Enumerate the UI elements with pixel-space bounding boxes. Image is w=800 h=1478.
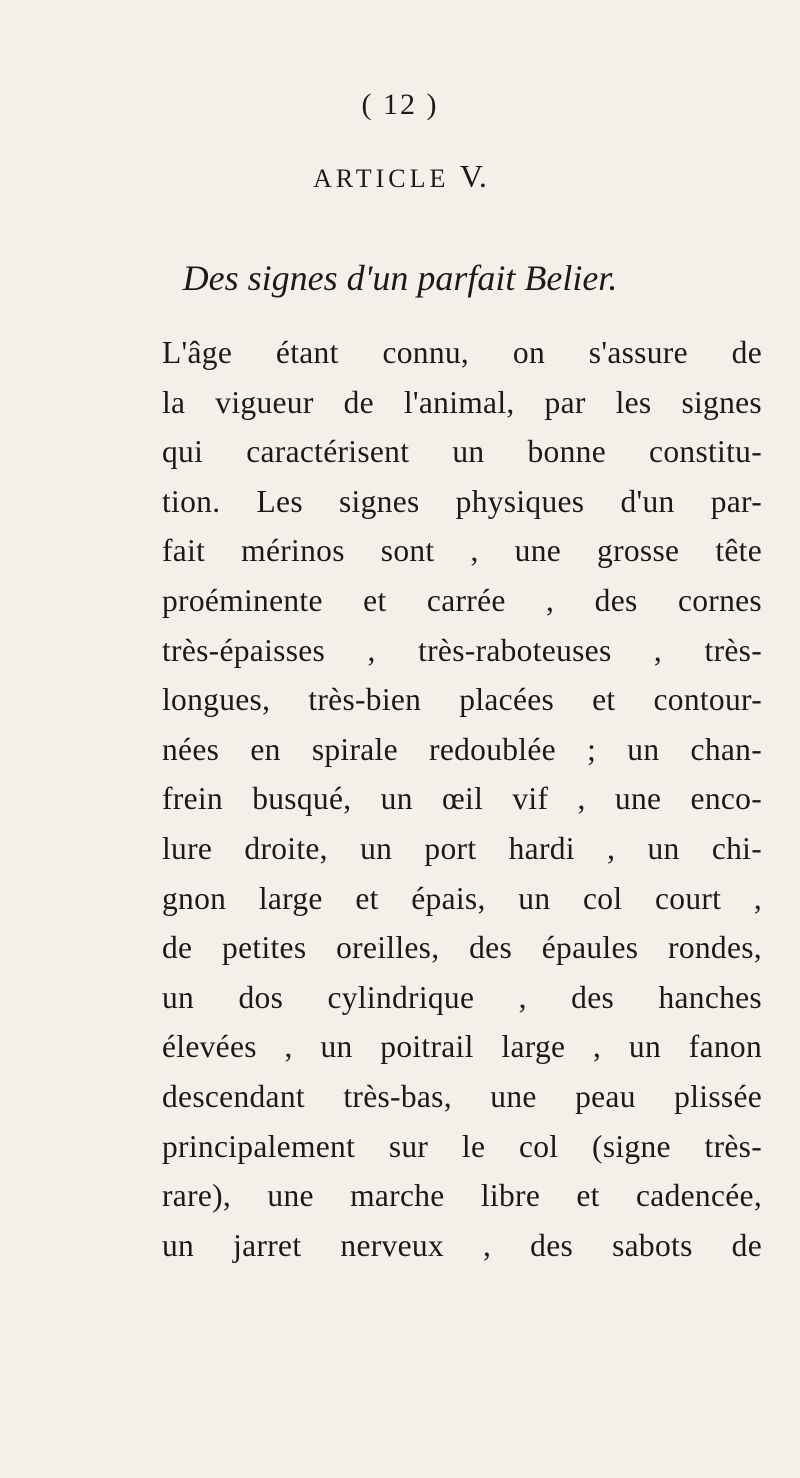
text-line: longues, très-bien placées et contour- bbox=[162, 682, 762, 718]
text-line: descendant très-bas, une peau plissée bbox=[162, 1078, 762, 1114]
text-line: élevées , un poitrail large , un fanon bbox=[162, 1029, 762, 1065]
text-line: principalement sur le col (signe très- bbox=[162, 1128, 762, 1164]
text-line: nées en spirale redoublée ; un chan- bbox=[162, 731, 762, 767]
section-title: Des signes d'un parfait Belier. bbox=[182, 258, 618, 298]
text-line: un jarret nerveux , des sabots de bbox=[162, 1227, 762, 1263]
text-line: rare), une marche libre et cadencée, bbox=[162, 1178, 762, 1214]
text-line: gnon large et épais, un col court , bbox=[162, 880, 762, 916]
text-line: proéminente et carrée , des cornes bbox=[162, 582, 762, 618]
text-line: très-épaisses , très-raboteuses , très- bbox=[162, 632, 762, 668]
text-line: de petites oreilles, des épaules rondes, bbox=[162, 930, 762, 966]
text-line: un dos cylindrique , des hanches bbox=[162, 979, 762, 1015]
article-heading bbox=[0, 158, 800, 195]
text-line: fait mérinos sont , une grosse tête bbox=[162, 533, 762, 569]
text-line: L'âge étant connu, on s'assure de bbox=[162, 335, 762, 370]
text-line: tion. Les signes physiques d'un par- bbox=[162, 483, 762, 519]
page-number: ( 12 ) bbox=[361, 88, 439, 121]
article-numeral: V. bbox=[459, 158, 487, 194]
text-line: lure droite, un port hardi , un chi- bbox=[162, 830, 762, 866]
text-line: frein busqué, un œil vif , une enco- bbox=[162, 781, 762, 817]
text-line: la vigueur de l'animal, par les signes bbox=[162, 384, 762, 420]
body-paragraph bbox=[162, 328, 762, 1270]
article-label: ARTICLE bbox=[313, 164, 450, 193]
text-line: qui caractérisent un bonne constitu- bbox=[162, 434, 762, 470]
